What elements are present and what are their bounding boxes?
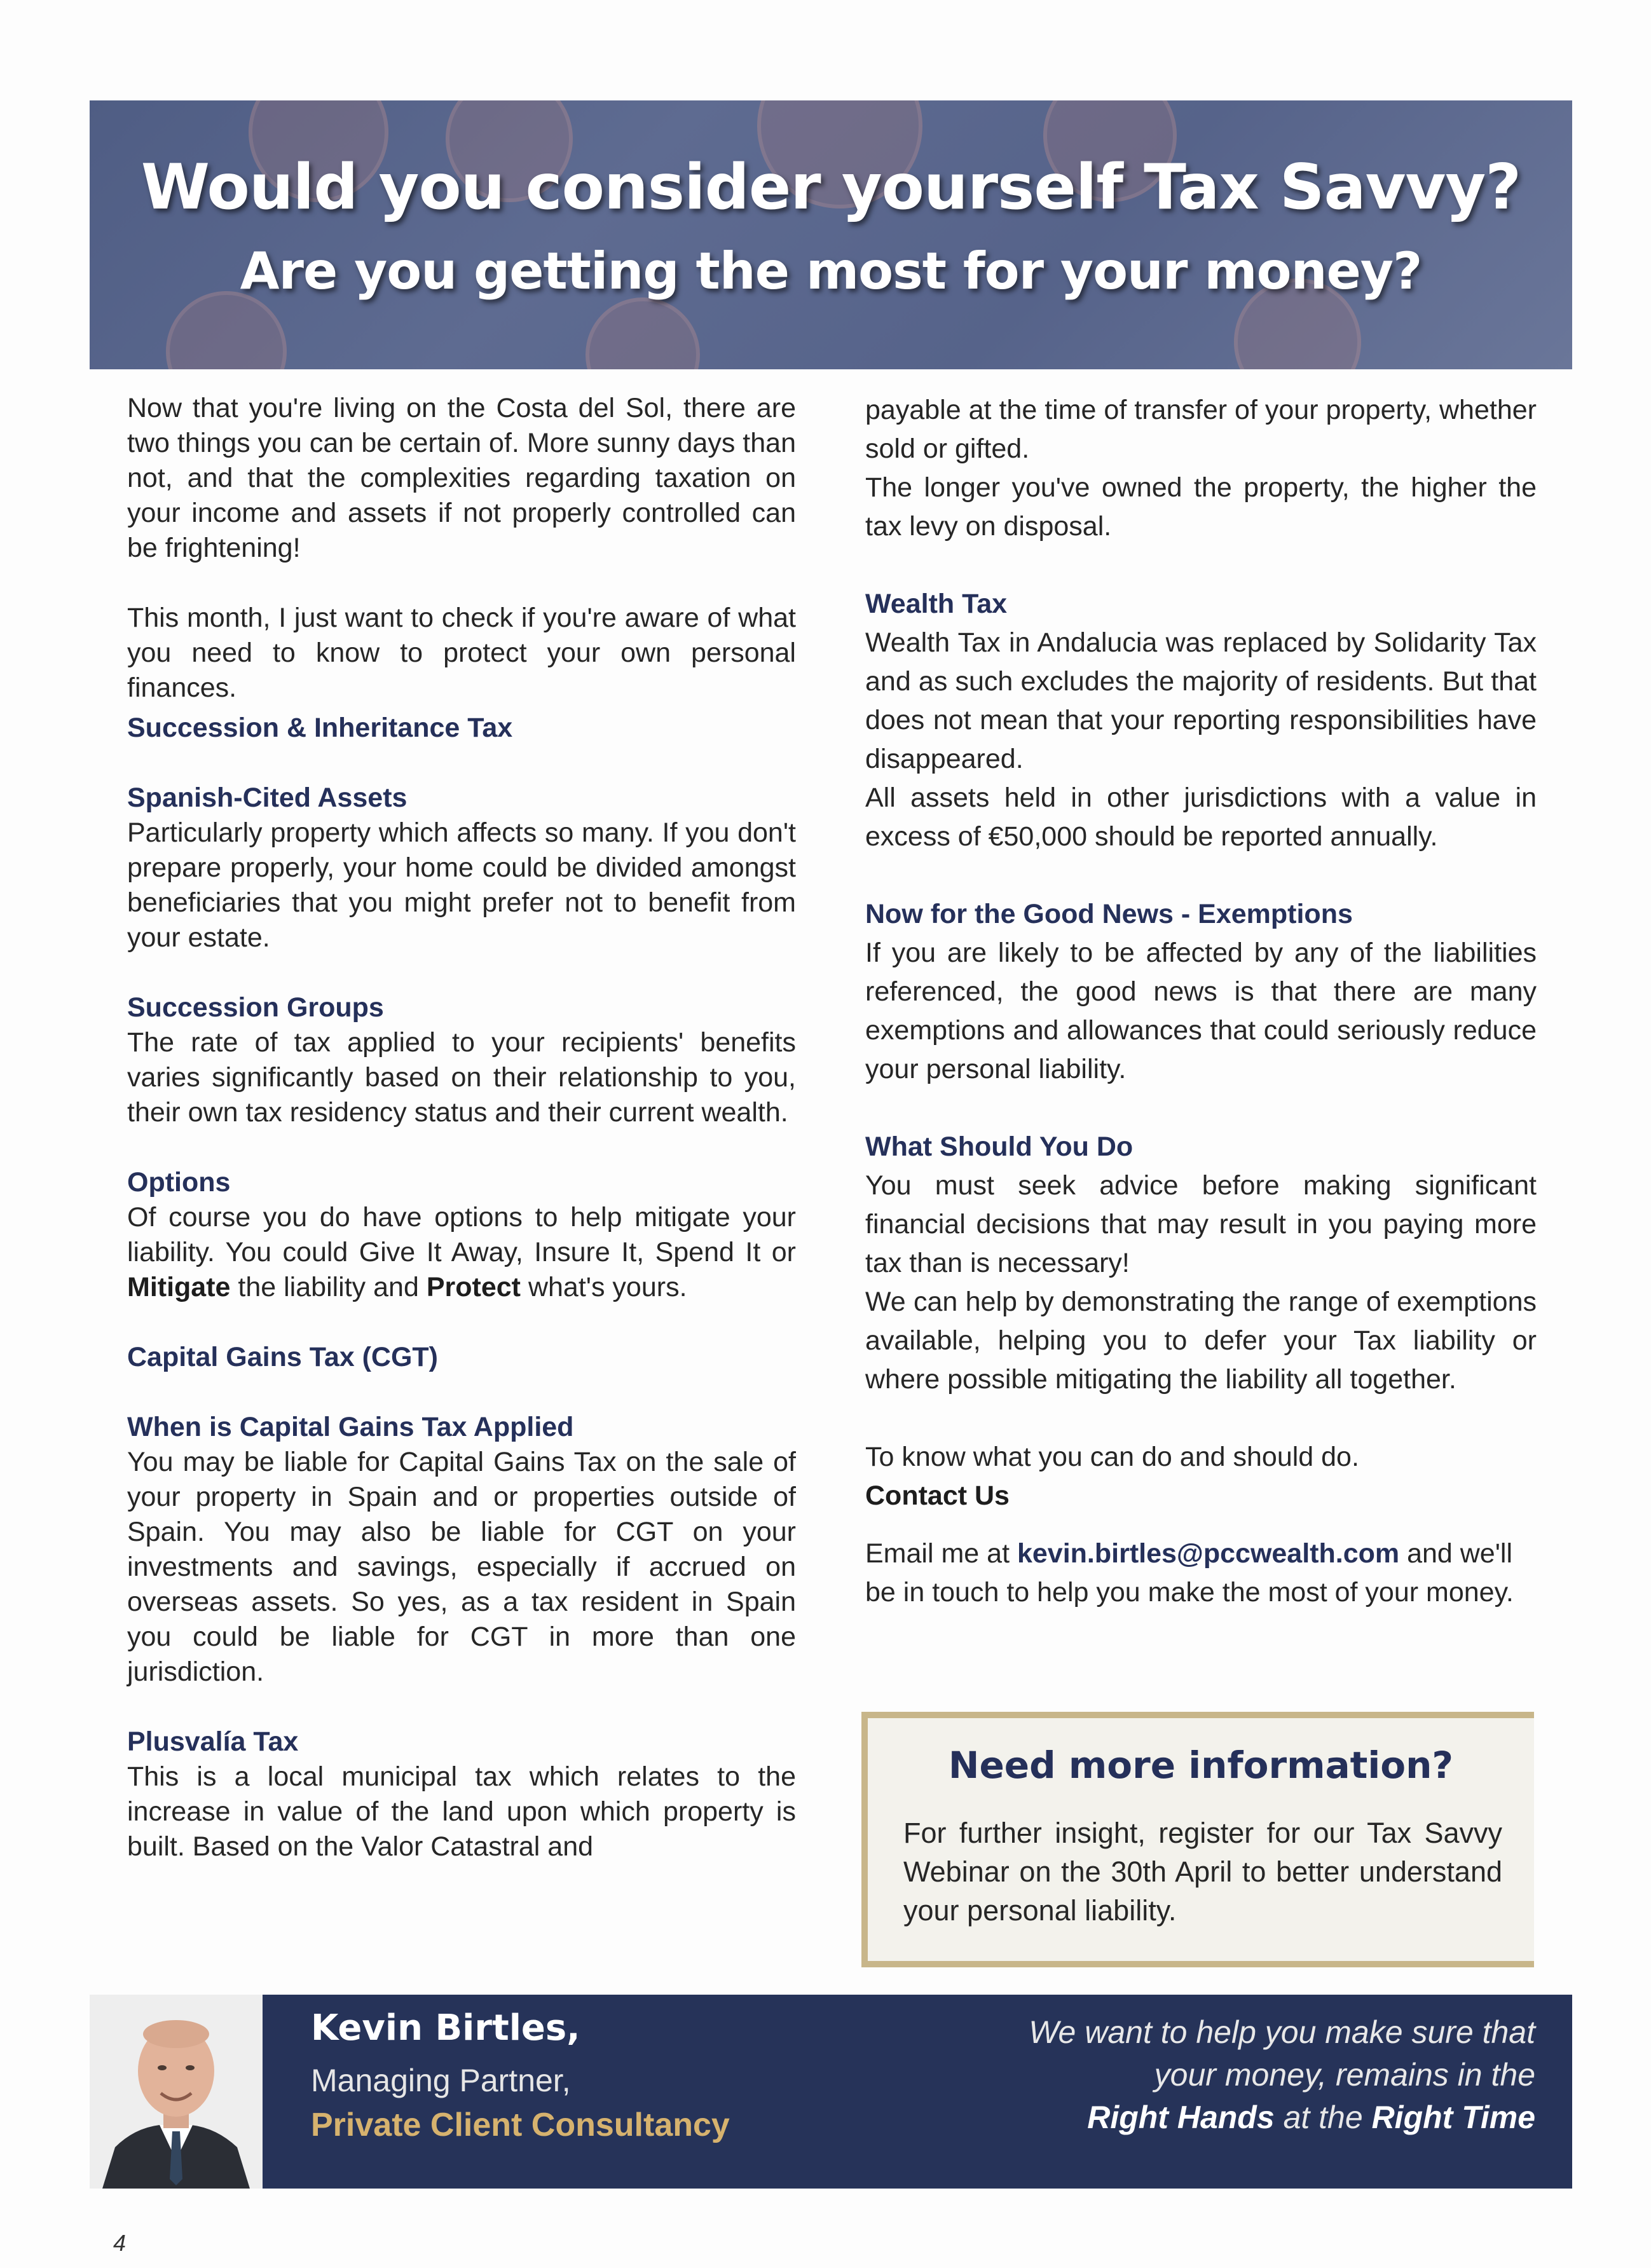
banner-subtitle: Are you getting the most for your money? [240, 242, 1422, 301]
section-heading: Now for the Good News - Exemptions [865, 899, 1353, 929]
body-paragraph: This is a local municipal tax which relates to the increase in value of the land upon which property is built. Based on the Valor Catastral and [127, 1761, 796, 1862]
body-paragraph: You may be liable for Capital Gains Tax on the sale of your property in Spain and or properties outside of Spain. You may also be liable for CGT on your investments and savings, especially if accrued on overseas assets. So yes, as a tax resident in Spain you could be liable for CGT in more than one jurisdiction. [127, 1447, 796, 1687]
info-box-title: Need more information? [948, 1744, 1454, 1787]
author-portrait-icon [90, 1995, 263, 2189]
tagline: We want to help you make sure that your money, remains in the Right Hands at the Right Time [1029, 2014, 1535, 2135]
subsection-heading: Succession Groups [127, 992, 384, 1023]
subsection-heading: When is Capital Gains Tax Applied [127, 1412, 574, 1442]
body-paragraph: We can help by demonstrating the range of exemptions available, helping you to defer your Tax liability or where possible mitigating the liability all together. [865, 1287, 1537, 1395]
page-number: 4 [113, 2230, 127, 2256]
author-name: Kevin Birtles, [311, 2007, 580, 2049]
body-paragraph: If you are likely to be affected by any of the liabilities referenced, the good news is that there are many exemptions and allowances that could seriously reduce your personal liability. [865, 938, 1537, 1084]
intro-paragraph: Now that you're living on the Costa del Sol, there are two things you can be certain of. More sunny days than not, and that the complexities regarding taxation on your income and assets if not properly controlled can be frightening! [127, 393, 796, 563]
options-paragraph: Of course you do have options to help mitigate your liability. You could Give It Away, Insure It, Spend It or Mitigate the liability and Protect what's yours. [127, 1202, 796, 1302]
tagline-emphasis: Right Time [1371, 2100, 1535, 2135]
section-heading: Capital Gains Tax (CGT) [127, 1342, 438, 1372]
tagline-emphasis: Right Hands [1087, 2100, 1275, 2135]
subsection-heading: Spanish-Cited Assets [127, 782, 408, 813]
body-paragraph: payable at the time of transfer of your property, whether sold or gifted. [865, 395, 1537, 464]
section-heading: Succession & Inheritance Tax [127, 713, 513, 743]
author-role: Managing Partner, [311, 2063, 571, 2098]
left-column [127, 391, 796, 1864]
subsection-heading: Plusvalía Tax [127, 1726, 299, 1757]
body-paragraph: All assets held in other jurisdictions with a value in excess of €50,000 should be reported annually. [865, 782, 1537, 852]
right-column [865, 391, 1537, 1612]
protect-emphasis: Protect [426, 1272, 521, 1302]
body-paragraph: Particularly property which affects so many. If you don't prepare properly, your home could be divided amongst beneficiaries that you might prefer not to benefit from your estate. [127, 817, 796, 953]
section-heading: What Should You Do [865, 1131, 1134, 1162]
intro-paragraph: This month, I just want to check if you're aware of what you need to know to protect your own personal finances. [127, 603, 796, 703]
coin-decoration [166, 291, 287, 369]
author-footer [90, 1995, 1572, 2189]
banner-title: Would you consider yourself Tax Savvy? [140, 151, 1521, 224]
body-paragraph: The longer you've owned the property, the higher the tax levy on disposal. [865, 472, 1537, 542]
body-paragraph: To know what you can do and should do. [865, 1442, 1359, 1472]
body-paragraph: The rate of tax applied to your recipients' benefits varies significantly based on their relationship to you, their own tax residency status and their current wealth. [127, 1027, 796, 1128]
header-banner [90, 100, 1572, 369]
coin-decoration [586, 297, 700, 369]
mitigate-emphasis: Mitigate [127, 1272, 231, 1302]
info-box [861, 1712, 1534, 1967]
company-name: Private Client Consultancy [311, 2107, 730, 2143]
email-paragraph: Email me at kevin.birtles@pccwealth.com and we'll be in touch to help you make the most of your money. [865, 1538, 1514, 1608]
body-paragraph: Wealth Tax in Andalucia was replaced by Solidarity Tax and as such excludes the majority of residents. But that does not mean that your reporting responsibilities have disappeared. [865, 627, 1537, 774]
author-photo [90, 1995, 263, 2189]
info-box-text: For further insight, register for our Tax Savvy Webinar on the 30th April to better understand your personal liability. [903, 1817, 1502, 1927]
body-paragraph: You must seek advice before making significant financial decisions that may result in you paying more tax than is necessary! [865, 1170, 1537, 1278]
email-link[interactable]: kevin.birtles@pccwealth.com [1017, 1538, 1400, 1569]
contact-heading: Contact Us [865, 1480, 1010, 1511]
subsection-heading: Options [127, 1167, 231, 1198]
section-heading: Wealth Tax [865, 589, 1008, 619]
